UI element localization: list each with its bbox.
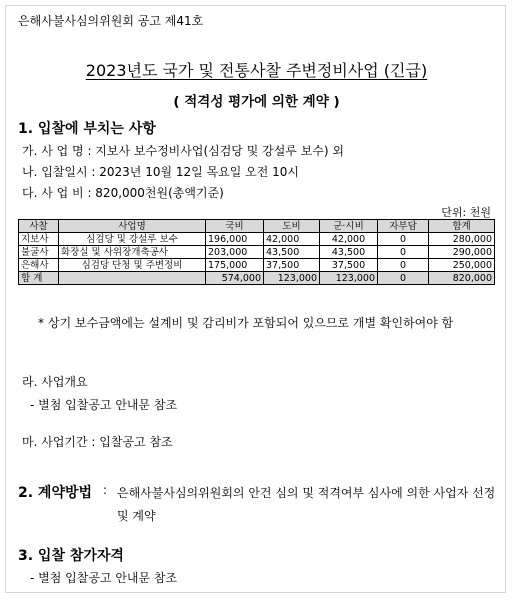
note-text: 상기 보수금액에는 설계비 및 감리비가 포함되어 있으므로 개별 확인하여야 함 (48, 316, 454, 330)
cell-self: 0 (378, 233, 429, 246)
cell-total-label: 합 계 (19, 272, 59, 285)
cell-total-project (59, 272, 206, 285)
section2-heading: 2. 계약방법 (18, 485, 93, 501)
cell-national: 196,000 (206, 233, 264, 246)
overview-title: 라. 사업개요 (22, 375, 88, 389)
cell-province: 37,500 (264, 259, 320, 272)
header-total: 합계 (429, 220, 495, 233)
cell-total-province: 123,000 (264, 272, 320, 285)
period-line: 마. 사업기간 : 입찰공고 참조 (22, 435, 173, 449)
table-row (19, 259, 495, 272)
cell-national: 203,000 (206, 246, 264, 259)
cost-note (38, 312, 498, 334)
cell-project: 화장실 및 사위장개축공사 (59, 246, 206, 259)
header-national: 국비 (206, 220, 264, 233)
project-name-line: 가. 사 업 명 : 지보사 보수정비사업(심검당 및 강설루 보수) 외 (22, 144, 344, 158)
cell-province: 42,000 (264, 233, 320, 246)
header-project: 사업명 (59, 220, 206, 233)
qualification-text: - 별첨 입찰공고 안내문 참조 (30, 571, 178, 585)
cell-total-sum: 820,000 (429, 272, 495, 285)
header-temple: 사찰 (19, 220, 59, 233)
overview-text: - 별첨 입찰공고 안내문 참조 (30, 398, 178, 412)
header-city: 군·시비 (320, 220, 378, 233)
cell-project: 심검당 단청 및 주변정비 (59, 259, 206, 272)
document-title: 2023년도 국가 및 전통사찰 주변정비사업 (긴급) (85, 61, 428, 80)
section1-heading: 1. 입찰에 부치는 사항 (18, 121, 156, 137)
cell-province: 43,500 (264, 246, 320, 259)
project-cost-line: 다. 사 업 비 : 820,000천원(총액기준) (22, 186, 224, 200)
note-asterisk: * (38, 316, 44, 330)
header-self: 자부담 (378, 220, 429, 233)
header-province: 도비 (264, 220, 320, 233)
cell-temple: 지보사 (19, 233, 59, 246)
table-row (19, 246, 495, 259)
notice-number: 은해사불사심의위원회 공고 제41호 (18, 14, 204, 28)
table-row (19, 233, 495, 246)
cell-temple: 불굴사 (19, 246, 59, 259)
table-unit-label: 단위: 천원 (441, 206, 491, 219)
document-subtitle: ( 적격성 평가에 의한 계약 ) (173, 94, 340, 110)
cell-total: 280,000 (429, 233, 495, 246)
cell-city: 37,500 (320, 259, 378, 272)
cell-national: 175,000 (206, 259, 264, 272)
cell-temple: 은해사 (19, 259, 59, 272)
budget-table (18, 219, 495, 285)
cell-total-self: 0 (378, 272, 429, 285)
cell-self: 0 (378, 259, 429, 272)
section2-colon: : (103, 483, 108, 497)
cell-city: 43,500 (320, 246, 378, 259)
cell-total: 250,000 (429, 259, 495, 272)
cell-total: 290,000 (429, 246, 495, 259)
section3-heading: 3. 입찰 참가자격 (18, 548, 124, 564)
cell-total-city: 123,000 (320, 272, 378, 285)
cell-total-national: 574,000 (206, 272, 264, 285)
cell-project: 심검당 및 강설루 보수 (59, 233, 206, 246)
bid-date-line: 나. 입찰일시 : 2023년 10월 12일 목요일 오전 10시 (22, 165, 300, 179)
table-header-row (19, 220, 495, 233)
cell-self: 0 (378, 246, 429, 259)
table-total-row (19, 272, 495, 285)
cell-city: 42,000 (320, 233, 378, 246)
contract-method-text: 은해사불사심의위원회의 안건 심의 및 적격여부 심사에 의한 사업자 선정 및 계약 (117, 486, 496, 523)
